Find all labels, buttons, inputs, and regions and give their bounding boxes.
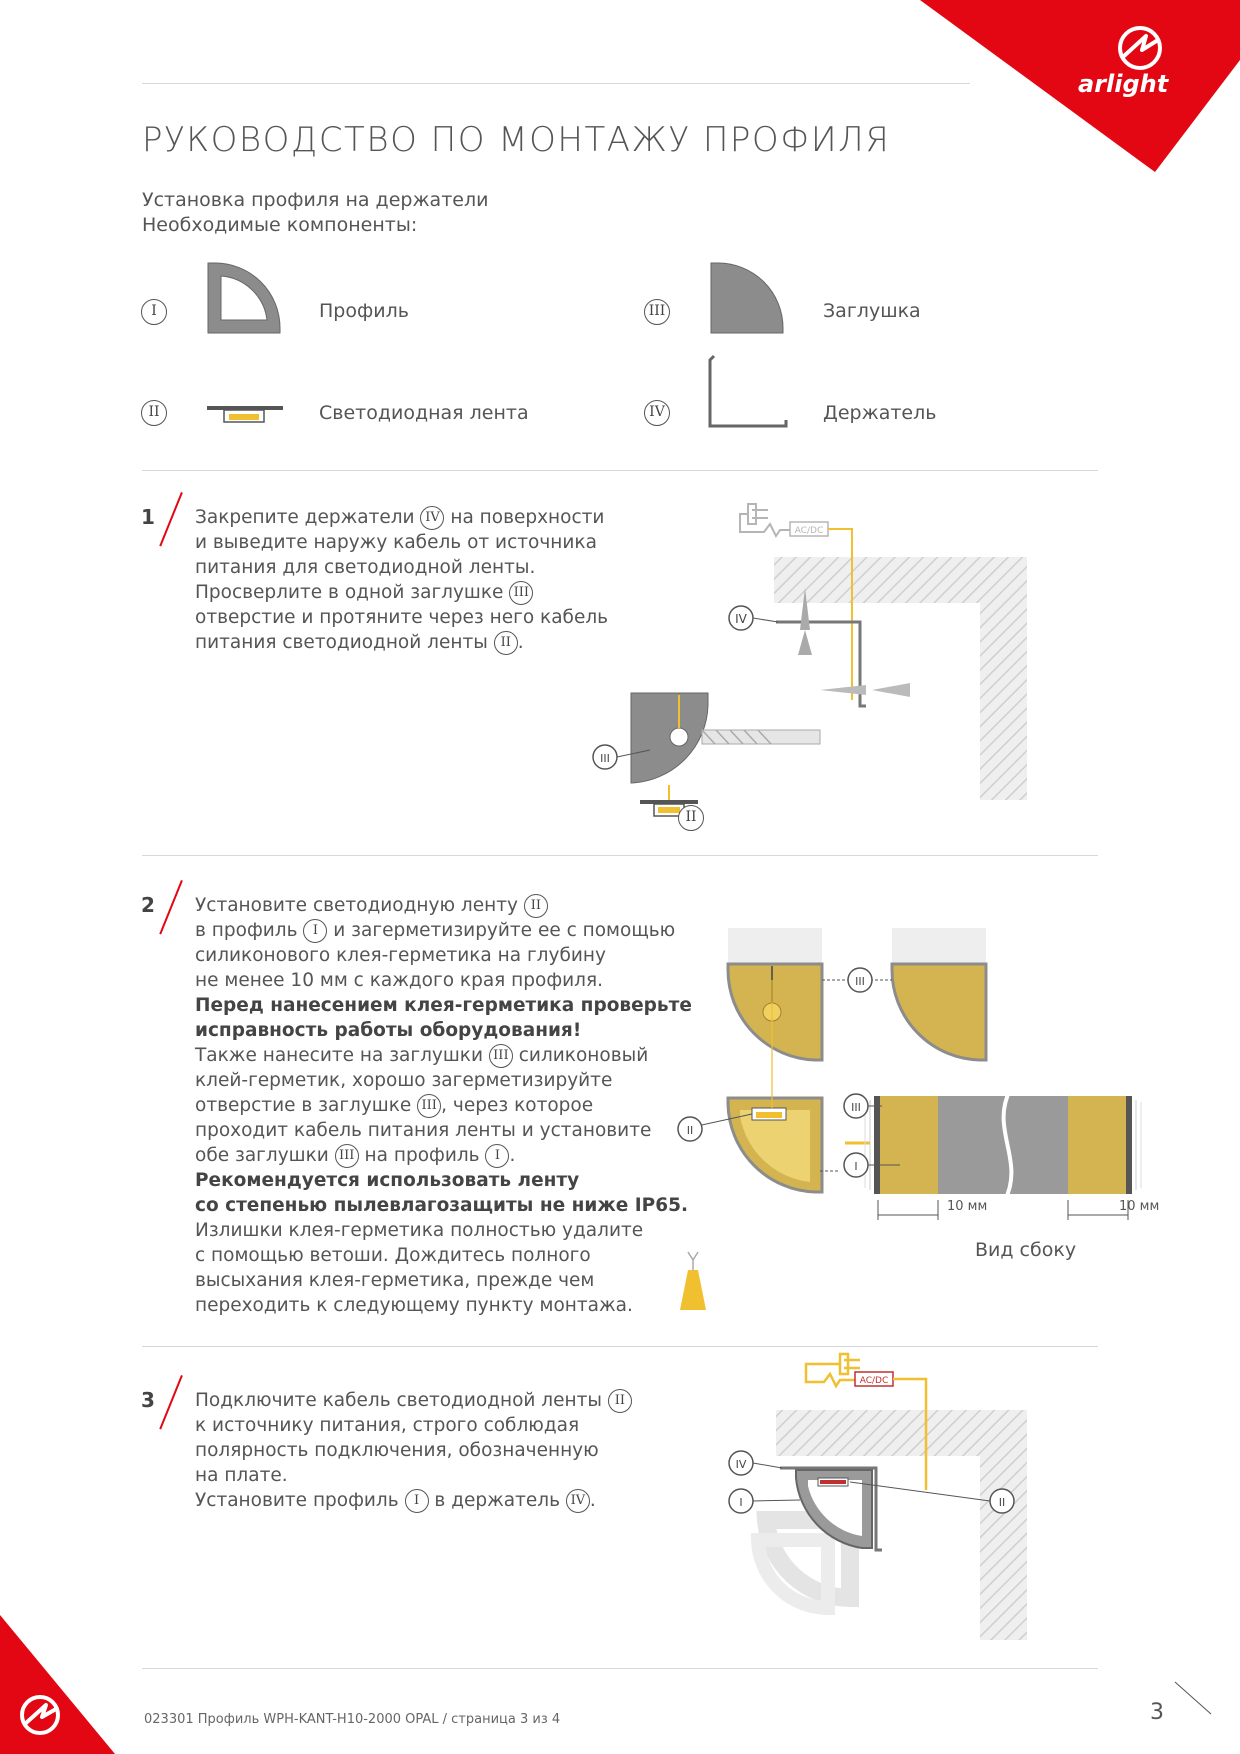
step-2-line: проходит кабель питания ленты и установите [195, 1120, 652, 1141]
step-2-line: силиконового клея-герметика на глубину [195, 945, 606, 966]
component-label-profile: Профиль [319, 300, 409, 322]
step-1-holder-label: IV [735, 612, 747, 626]
step-3-line: к источнику питания, строго соблюдая [195, 1415, 580, 1436]
step-1-diagram [600, 480, 1060, 840]
step-2-line: в профиль I и загерметизируйте ее с помощью [195, 920, 676, 941]
step-2-side-view-caption: Вид сбоку [975, 1239, 1077, 1261]
step-1-line: Закрепите держатели IV на поверхности [195, 507, 605, 528]
footer-rule [142, 1668, 1098, 1669]
step-3-line: Установите профиль I в держатель IV . [195, 1490, 596, 1511]
step-1-number: 1 [141, 505, 155, 529]
step-3-profile-label: I [739, 1496, 743, 1509]
ref-badge: II [608, 1389, 632, 1413]
led-strip-icon [205, 402, 285, 426]
step-2-diagram [660, 920, 1180, 1320]
step-3-text [195, 1388, 632, 1513]
step-3-number: 3 [141, 1388, 155, 1412]
ref-badge: II [494, 631, 518, 655]
profile-icon [205, 260, 285, 336]
step-2-line: Установите светодиодную ленту II [195, 893, 692, 918]
component-label-led-strip: Светодиодная лента [319, 402, 529, 424]
step-2-text [195, 893, 692, 1318]
step-2-dim-right: 10 мм [1119, 1199, 1160, 1214]
intro [142, 188, 488, 238]
component-roman-3: III [644, 299, 670, 325]
divider-1 [142, 470, 1098, 471]
step-1-cap-label: III [600, 752, 610, 765]
component-roman-1: I [141, 299, 167, 325]
step-1-strip-badge: II [678, 805, 704, 831]
step-2-dim-left: 10 мм [947, 1199, 988, 1214]
step-2-line: высыхания клея-герметика, прежде чем [195, 1270, 595, 1291]
step-2-profile-label: I [854, 1160, 858, 1173]
ref-badge: III [509, 581, 533, 605]
step-1-line: питания для светодиодной ленты. [195, 557, 536, 578]
step-2-strip-label: II [686, 1124, 694, 1137]
step-1-line: отверстие и протяните через него кабель [195, 607, 609, 628]
step-1-line: питания светодиодной ленты II . [195, 632, 524, 653]
component-roman-2: II [141, 400, 167, 426]
step-2-line: Излишки клея-герметика полностью удалите [195, 1220, 644, 1241]
component-roman-4: IV [644, 400, 670, 426]
ref-badge: IV [420, 506, 444, 530]
step-1-adc-label: AC/DC [794, 526, 824, 536]
footer-text: 023301 Профиль WPH-KANT-H10-2000 OPAL / страница 3 из 4 [144, 1712, 561, 1727]
ref-badge: III [489, 1044, 513, 1068]
step-2-number: 2 [141, 893, 155, 917]
holder-icon [708, 352, 788, 432]
ref-badge: I [303, 919, 327, 943]
step-2-line: со степенью пылевлагозащиты не ниже IP65. [195, 1195, 688, 1216]
brand-corner-bottom [0, 1615, 120, 1754]
step-2-line: с помощью ветоши. Дождитесь полного [195, 1245, 591, 1266]
divider-2 [142, 855, 1098, 856]
ref-badge: II [524, 894, 548, 918]
component-label-holder: Держатель [823, 402, 937, 424]
step-1-line: Просверлите в одной заглушке III [195, 580, 608, 605]
step-2-line: Рекомендуется использовать ленту [195, 1170, 580, 1191]
top-rule [142, 83, 970, 84]
step-1-line: и выведите наружу кабель от источника [195, 532, 597, 553]
page-number: 3 [1150, 1700, 1164, 1725]
ref-badge: I [485, 1144, 509, 1168]
step-3-line: Подключите кабель светодиодной ленты II [195, 1388, 632, 1413]
step-2-cap-top-label: III [855, 975, 865, 988]
step-1-text [195, 505, 608, 655]
step-2-line: исправность работы оборудования! [195, 1020, 582, 1041]
step-3-strip-label: II [998, 1496, 1006, 1509]
end-cap-icon [708, 260, 788, 336]
step-3-diagram [700, 1350, 1100, 1640]
step-2-line: клей-герметик, хорошо загерметизируйте [195, 1070, 613, 1091]
step-2-line: обе заглушки III на профиль I . [195, 1145, 516, 1166]
intro-line-1: Установка профиля на держатели [142, 189, 489, 211]
ref-badge: III [335, 1144, 359, 1168]
step-3-slash [159, 1375, 183, 1430]
step-3-holder-label: IV [735, 1458, 747, 1471]
page-title: РУКОВОДСТВО ПО МОНТАЖУ ПРОФИЛЯ [142, 120, 891, 160]
divider-3 [142, 1346, 1098, 1347]
step-2-line: отверстие в заглушке III , через которое [195, 1095, 594, 1116]
step-2-slash [159, 880, 183, 935]
component-label-end-cap: Заглушка [823, 300, 921, 322]
ref-badge: III [417, 1094, 441, 1118]
ref-badge: IV [566, 1489, 590, 1513]
intro-line-2: Необходимые компоненты: [142, 214, 418, 236]
step-2-line: не менее 10 мм с каждого края профиля. [195, 970, 604, 991]
step-3-line: на плате. [195, 1465, 288, 1486]
step-3-adc-label: AC/DC [859, 1376, 889, 1386]
page-corner-line [1175, 1680, 1215, 1716]
ref-badge: I [405, 1489, 429, 1513]
step-2-line: Перед нанесением клея-герметика проверьте [195, 995, 692, 1016]
step-2-cap-side-label: III [851, 1101, 861, 1114]
step-2-line: переходить к следующему пункту монтажа. [195, 1295, 633, 1316]
brand-logo-text: arlight [1078, 70, 1169, 98]
step-1-slash [159, 492, 183, 547]
step-2-line: Также нанесите на заглушки III силиконовый [195, 1045, 649, 1066]
step-3-line: полярность подключения, обозначенную [195, 1440, 599, 1461]
